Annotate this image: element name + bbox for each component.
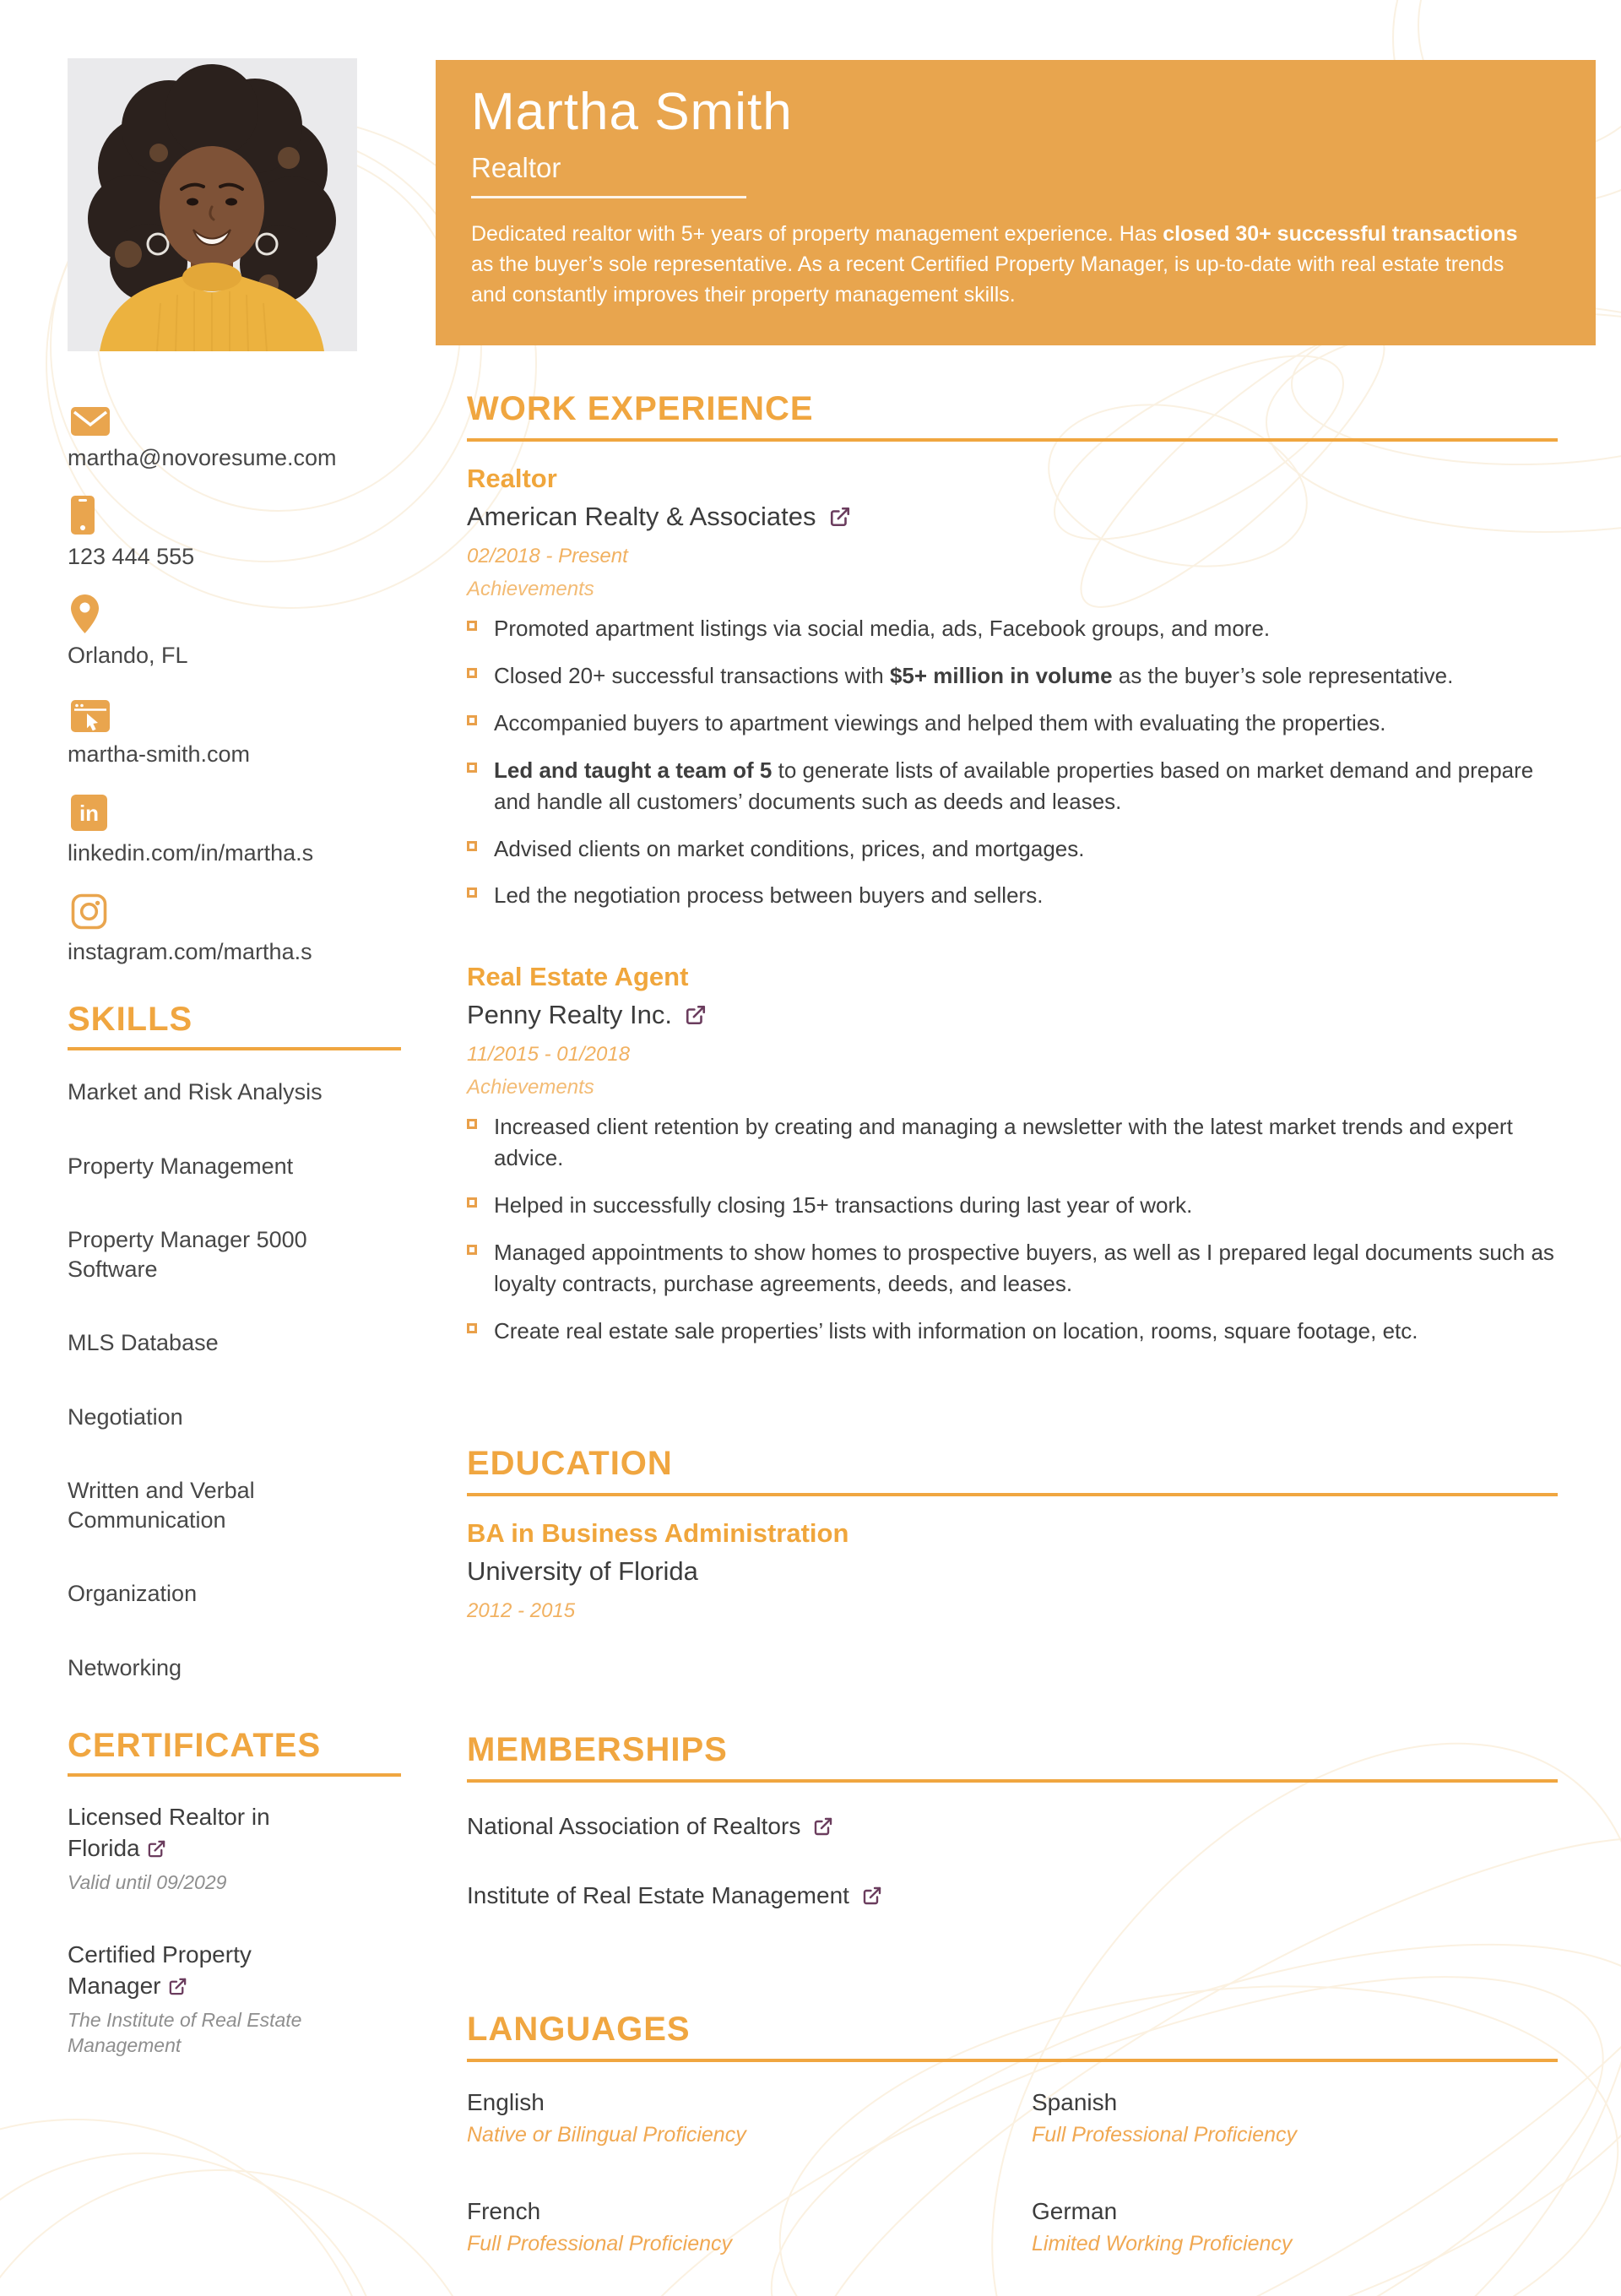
certificates-list [68, 1802, 401, 2058]
education-section [467, 1445, 1558, 1623]
instagram-icon [71, 889, 401, 930]
certificate-item [68, 1802, 401, 1896]
skill-item: Negotiation [68, 1403, 183, 1430]
certificate-title: Certified Property Manager [68, 1941, 252, 2000]
achievement-text: Increased client retention by creating and managing a newsletter with the latest market trends and expert advice. [494, 1114, 1513, 1171]
title-underline [471, 196, 746, 198]
job-entry [467, 962, 1558, 1346]
svg-text:in: in [79, 801, 100, 826]
achievements-label: Achievements [467, 1076, 594, 1099]
language-name: English [467, 2088, 545, 2115]
skills-heading: SKILLS [68, 1001, 193, 1038]
membership-item: Institute of Real Estate Management [467, 1882, 1558, 1909]
certificate-item [68, 1940, 401, 2059]
languages-heading: LANGUAGES [467, 2010, 691, 2048]
bullet-square-icon [467, 1119, 477, 1129]
certificates-section [68, 1727, 401, 2058]
language-item [467, 2198, 1032, 2256]
website-icon [71, 692, 401, 732]
job-dates: 02/2018 - Present [467, 545, 628, 567]
main-column [467, 390, 1558, 2256]
memberships-section [467, 1731, 1558, 1909]
job-dates: 11/2015 - 01/2018 [467, 1043, 631, 1067]
job-company: Penny Realty Inc. [467, 1000, 1558, 1030]
education-heading: EDUCATION [467, 1444, 673, 1482]
language-item [1032, 2089, 1558, 2147]
contact-email [68, 395, 401, 471]
website-value[interactable]: martha-smith.com [68, 741, 251, 767]
external-link-icon[interactable] [147, 1839, 166, 1859]
education-school: University of Florida [467, 1555, 698, 1586]
achievement-text: Create real estate sale properties’ lists with information on location, rooms, square footage, etc. [494, 1317, 1418, 1343]
achievement-text: Promoted apartment listings via social media, ads, Facebook groups, and more. [494, 616, 1271, 641]
languages-section [467, 2011, 1558, 2256]
external-link-icon[interactable] [168, 1977, 187, 1996]
contact-website [68, 692, 401, 768]
work-rule [467, 438, 1558, 442]
work-experience-section [467, 390, 1558, 1347]
profile-photo [68, 58, 357, 351]
achievement-text: Led the negotiation process between buyers and sellers. [494, 882, 1044, 909]
skill-item: Networking [68, 1654, 182, 1680]
memberships-rule [467, 1779, 1558, 1783]
contact-phone [68, 494, 401, 570]
skills-rule [68, 1047, 401, 1050]
sidebar [68, 395, 401, 2103]
achievement-item [467, 660, 1558, 692]
achievements-list [467, 1111, 1558, 1346]
language-item [467, 2089, 1032, 2147]
external-link-icon[interactable] [862, 1886, 882, 1906]
external-link-icon[interactable] [829, 506, 851, 528]
bullet-square-icon [467, 1197, 477, 1208]
achievement-item [467, 880, 1558, 911]
instagram-value[interactable]: instagram.com/martha.s [68, 939, 312, 964]
person-title: Realtor [471, 152, 561, 183]
linkedin-value[interactable]: linkedin.com/in/martha.s [68, 840, 314, 866]
achievement-item [467, 613, 1558, 644]
location-pin-icon [71, 593, 401, 633]
education-rule [467, 1493, 1558, 1496]
achievement-item [467, 708, 1558, 739]
achievement-text: Led and taught a team of 5 to generate lists of available properties based on market demand and prepare and handle all customers’ documents such as deeds and leases. [494, 757, 1534, 814]
skill-item: Market and Risk Analysis [68, 1079, 323, 1105]
job-role: Real Estate Agent [467, 962, 689, 992]
certificate-title: Licensed Realtor in Florida [68, 1804, 270, 1862]
languages-rule [467, 2059, 1558, 2062]
language-name: French [467, 2197, 541, 2224]
achievement-item [467, 1316, 1558, 1347]
certificate-note: Valid until 09/2029 [68, 1871, 227, 1894]
achievements-list [467, 613, 1558, 911]
language-level: Full Professional Proficiency [1032, 2122, 1298, 2147]
skill-item: Property Manager 5000 Software [68, 1227, 307, 1282]
job-entry [467, 464, 1558, 911]
email-value[interactable]: martha@novoresume.com [68, 445, 337, 470]
bullet-square-icon [467, 763, 477, 773]
bullet-square-icon [467, 668, 477, 678]
achievements-label: Achievements [467, 578, 594, 600]
skills-section [68, 1001, 401, 1682]
profile-photo-illustration [68, 58, 357, 351]
skill-item: MLS Database [68, 1330, 219, 1356]
job-company: American Realty & Associates [467, 502, 1558, 532]
language-level: Native or Bilingual Proficiency [467, 2122, 746, 2147]
certificates-heading: CERTIFICATES [68, 1727, 322, 1765]
achievement-item [467, 833, 1558, 865]
achievement-item [467, 1190, 1558, 1221]
bullet-square-icon [467, 887, 477, 898]
languages-grid [467, 2089, 1558, 2256]
external-link-icon[interactable] [685, 1004, 707, 1026]
memberships-heading: MEMBERSHIPS [467, 1730, 728, 1768]
work-heading: WORK EXPERIENCE [467, 390, 814, 427]
language-level: Full Professional Proficiency [467, 2231, 733, 2255]
skill-item: Property Management [68, 1153, 294, 1179]
achievement-item [467, 1237, 1558, 1300]
profile-summary: Dedicated realtor with 5+ years of property management experience. Has closed 30+ successful transactions as the buyer’s sole representative. As a recent Certified Property Manager, is up-to-date with real estate trends and constantly improves their property management skills. [471, 222, 1518, 307]
bullet-square-icon [467, 1323, 477, 1333]
achievement-text: Managed appointments to show homes to prospective buyers, as well as I prepared legal documents such as loyalty contracts, purchase agreements, deeds, and leases. [494, 1240, 1554, 1296]
membership-item: National Association of Realtors [467, 1813, 1558, 1840]
phone-value: 123 444 555 [68, 544, 195, 569]
achievement-item [467, 755, 1558, 817]
language-name: Spanish [1032, 2088, 1118, 2115]
job-role: Realtor [467, 464, 557, 493]
achievement-item [467, 1111, 1558, 1174]
contact-location [68, 593, 401, 669]
language-name: German [1032, 2197, 1118, 2224]
education-degree: BA in Business Administration [467, 1517, 849, 1548]
person-name: Martha Smith [471, 83, 793, 141]
education-dates: 2012 - 2015 [467, 1599, 576, 1622]
certificate-note: The Institute of Real Estate Management [68, 2009, 302, 2057]
contact-linkedin [68, 790, 401, 866]
header-banner [436, 60, 1596, 345]
skills-list [68, 1077, 401, 1682]
certificates-rule [68, 1773, 401, 1777]
language-level: Limited Working Proficiency [1032, 2231, 1293, 2255]
achievement-text: Advised clients on market conditions, prices, and mortgages. [494, 835, 1085, 861]
language-item [1032, 2198, 1558, 2256]
email-icon [71, 395, 401, 436]
skill-item: Organization [68, 1581, 198, 1607]
bullet-square-icon [467, 841, 477, 851]
bullet-square-icon [467, 1245, 477, 1255]
achievement-text: Helped in successfully closing 15+ transactions during last year of work. [494, 1192, 1193, 1219]
linkedin-icon [71, 790, 401, 831]
bullet-square-icon [467, 715, 477, 725]
external-link-icon[interactable] [813, 1816, 833, 1837]
achievement-text: Closed 20+ successful transactions with $5+ million in volume as the buyer’s sole representative. [494, 662, 1454, 688]
phone-icon [71, 494, 401, 535]
skill-item: Written and Verbal Communication [68, 1478, 255, 1533]
bullet-square-icon [467, 621, 477, 631]
location-value: Orlando, FL [68, 643, 188, 668]
achievement-text: Accompanied buyers to apartment viewings and helped them with evaluating the properties. [494, 709, 1386, 735]
contact-instagram [68, 889, 401, 965]
